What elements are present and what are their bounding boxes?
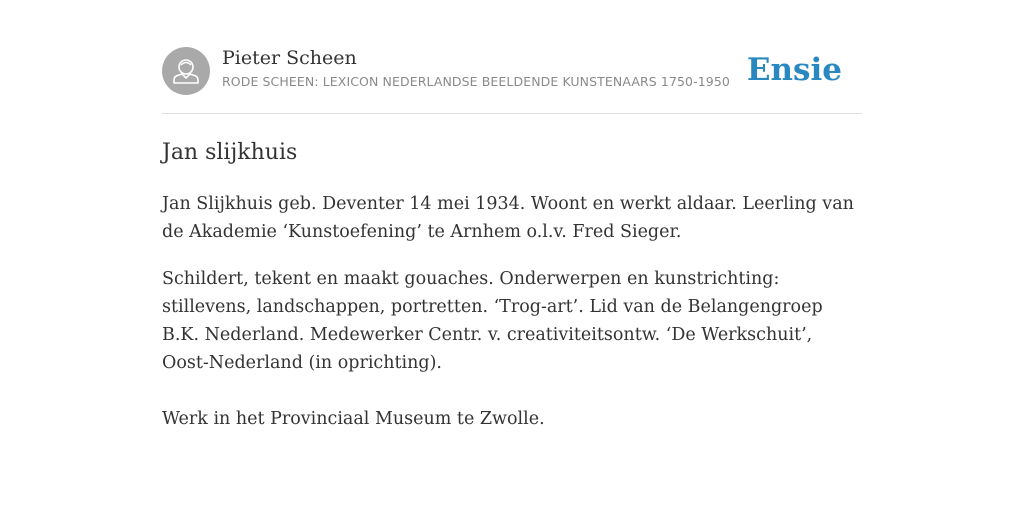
header-divider: [162, 113, 862, 114]
article-header: [162, 46, 862, 96]
article-body: [162, 190, 862, 452]
author-name[interactable]: Pieter Scheen: [222, 47, 357, 69]
article-title: Jan slijkhuis: [162, 140, 298, 165]
article-paragraph: Jan Slijkhuis geb. Deventer 14 mei 1934. Woont en werkt aldaar. Leerling van de Akademie ‘Kunstoefening’ te Arnhem o.l.v. Fred Sieger.: [162, 194, 854, 242]
article-paragraph: Schildert, tekent en maakt gouaches. Onderwerpen en kunstrichting: stillevens, landschappen, portretten. ‘Trog-art’. Lid van de Belangengroep B.K. Nederland. Medewerker Centr. v. creativiteitsontw. ‘De Werkschuit’, Oost-Nederland (in oprichting).: [162, 269, 823, 373]
article-paragraph: Werk in het Provinciaal Museum te Zwolle.: [162, 409, 545, 429]
user-avatar-icon[interactable]: [162, 47, 210, 95]
source-label[interactable]: RODE SCHEEN: LEXICON NEDERLANDSE BEELDENDE KUNSTENAARS 1750-1950: [222, 74, 730, 89]
brand-logo[interactable]: Ensie: [746, 52, 842, 88]
